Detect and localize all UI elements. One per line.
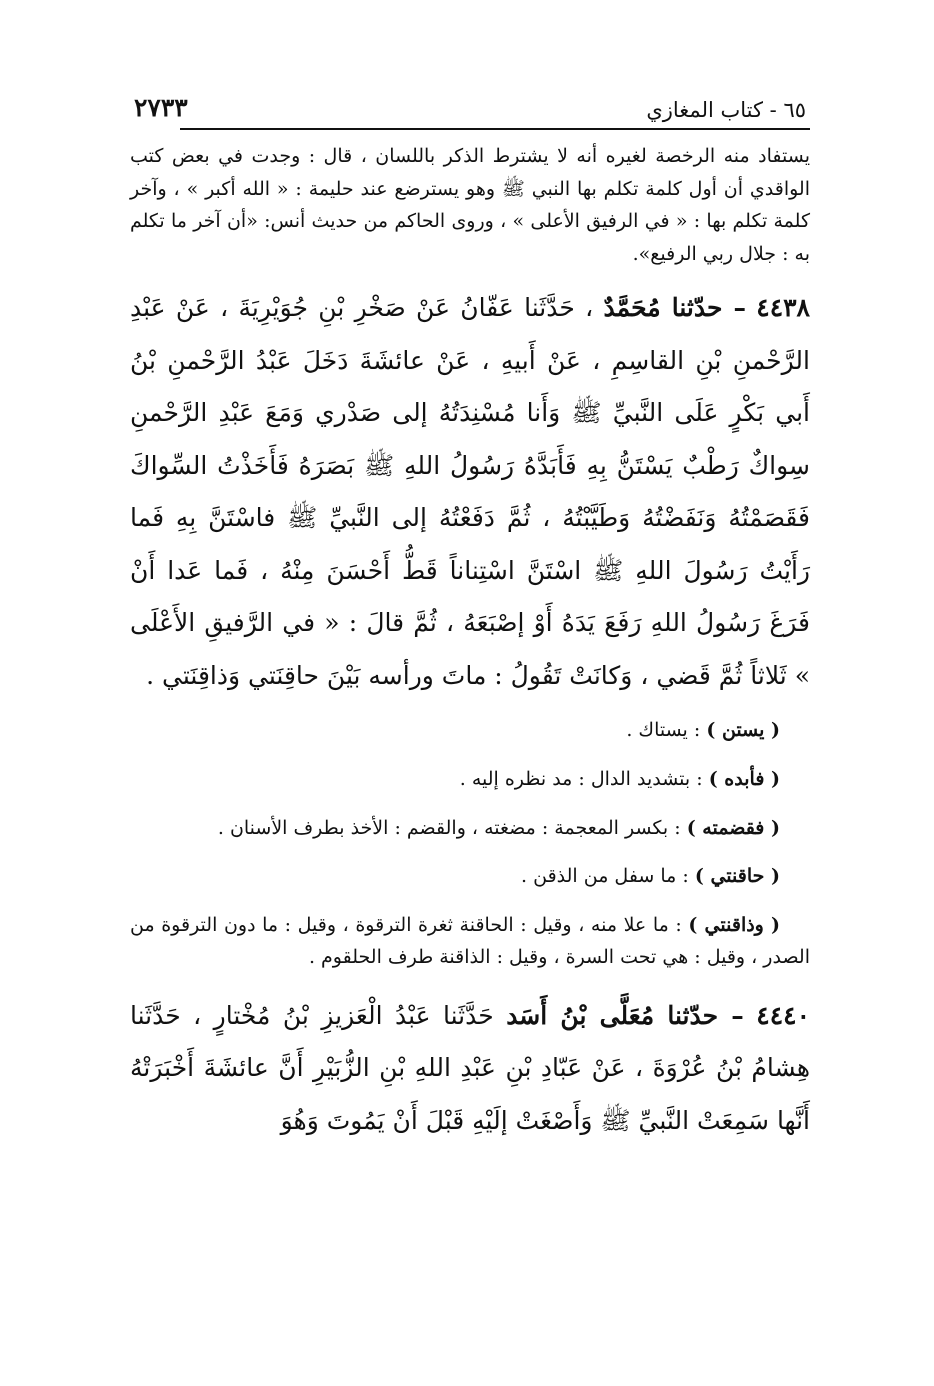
gloss-term: ( وذاقنتي ) [688,913,781,936]
gloss-text: : يستاك . [626,719,701,742]
hadith-intro: – حدّثنا مُحَمَّدٌ [603,293,746,323]
gloss-term: ( فقضمته ) [686,816,780,839]
gloss-term: ( فأبده ) [708,767,780,790]
gloss-term: ( يستن ) [706,719,780,742]
page-number: ٢٧٣٣ [134,93,188,122]
hadith-text: حَدَّثَنا عَبْدُ الْعَزيزِ بْنُ مُخْتارٍ ، حَدَّثَنا هِشامُ بْنُ عُرْوَةَ ، عَنْ عَبّادِ بْنِ عَبْدِ اللهِ بْنِ الزُّبَيْرِ أَنَّ عائشَةَ أَخْبَرَتْهُ أَنَّها سَمِعَتْ النَّبيِّ ﷺ وَأَصْغَتْ إلَيْهِ قَبْلَ أَنْ يَمُوتَ وَهُوَ [130,1000,810,1135]
hadith-text: ، حَدَّثَنا عَفّانُ عَنْ صَخْرِ بْنِ جُوَيْرِيَةَ ، عَنْ عَبْدِ الرَّحْمنِ بْنِ القاسِمِ ، عَنْ أَبيهِ ، عَنْ عائشَةَ دَخَلَ عَبْدُ الرَّحْمنِ بْنُ أَبي بَكْرٍ عَلَى النَّبيِّ ﷺ وَأَنا مُسْنِدَتُهُ إلى صَدْري وَمَعَ عَبْدِ الرَّحْمنِ سِواكٌ رَطْبٌ يَسْتَنُّ بِهِ فَأَبَدَّهُ رَسُولُ اللهِ ﷺ بَصَرَهُ فَأَخَذْتُ السِّواكَ فَقَصَمْتُهُ وَنَفَضْتُهُ وَطَيَّبْتُهُ ، ثُمَّ دَفَعْتُهُ إلى النَّبيِّ ﷺ فاسْتَنَّ بِهِ فَما رَأَيْتُ رَسُولَ اللهِ ﷺ اسْتَنَّ اسْتِناناً قَطُّ أَحْسَنَ مِنْهُ ، فَما عَدا أَنْ فَرَغَ رَسُولُ اللهِ رَفَعَ يَدَهُ أَوْ إصْبَعَهُ ، ثُمَّ قالَ : « في الرَّفيقِ الأَعْلَى » ثَلاثاً ثُمَّ قَضي ، وَكانَتْ تَقُولُ : ماتَ ورأسه بَيْنَ حاقِنَتي وَذاقِنَتي . [130,293,810,690]
gloss-text: : ما علا منه ، وقيل : الحاقنة ثغرة الترقوة ، وقيل : ما دون الترقوة من الصدر ، وقيل : هي تحت السرة ، وقيل : الذاقنة طرف الحلقوم . [130,913,810,969]
gloss-text: : بكسر المعجمة : مضغته ، والقضم : الأخذ بطرف الأسنان . [217,816,681,839]
gloss-item [130,812,810,845]
hadith-4440 [130,990,810,1148]
gloss-item [130,714,810,747]
gloss-text: : بتشديد الدال : مد نظره إليه . [459,767,703,790]
gloss-item [130,763,810,796]
page-header [130,86,810,122]
gloss-term: ( حاقنتي ) [694,865,780,888]
gloss-item [130,860,810,893]
gloss-text: : ما سفل من الذقن . [521,865,689,888]
hadith-number: ٤٤٤٠ [756,1000,810,1030]
header-rule [180,128,810,130]
gloss-item [130,909,810,974]
book-page [130,86,810,1147]
hadith-number: ٤٤٣٨ [756,293,810,323]
commentary-paragraph: يستفاد منه الرخصة لغيره أنه لا يشترط الذكر باللسان ، قال : وجدت في بعض كتب الواقدي أن أول كلمة تكلم بها النبي ﷺ وهو يسترضع عند حليمة : « الله أكبر » ، وآخر كلمة تكلم بها : « في الرفيق الأعلى » ، وروى الحاكم من حديث أنس: «أن آخر ما تكلم به : جلال ربي الرفيع». [130,145,810,265]
running-title: ٦٥ - كتاب المغازي [646,98,806,122]
hadith-intro: – حدّثنا مُعَلَّى بْنُ أَسَد [506,1000,744,1030]
hadith-4438 [130,282,810,702]
